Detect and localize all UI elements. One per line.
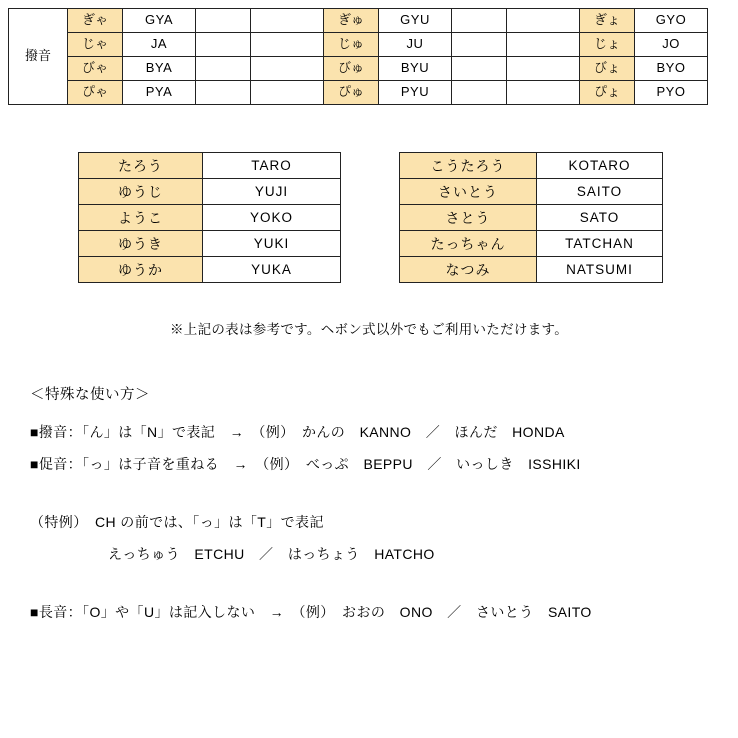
name-left-romaji-cell: YUJI (203, 179, 341, 205)
table-row (79, 179, 341, 205)
romaji-cell: PYA (123, 81, 196, 105)
romaji-cell: PYO (635, 81, 708, 105)
name-left-kana-cell: ゆうき (79, 231, 203, 257)
kana-cell: びょ (580, 57, 635, 81)
kana-cell: ぎゅ (324, 9, 379, 33)
name-left-kana-cell: ゆうか (79, 257, 203, 283)
name-left-kana-cell: たろう (79, 153, 203, 179)
kana-cell: じゅ (324, 33, 379, 57)
name-right-kana-cell: たっちゃん (400, 231, 537, 257)
table-row (79, 153, 341, 179)
name-right-romaji-cell: TATCHAN (537, 231, 663, 257)
youon-table (8, 8, 708, 105)
name-left-kana-cell: ゆうじ (79, 179, 203, 205)
name-right-romaji-cell: NATSUMI (537, 257, 663, 283)
romaji-cell: JO (635, 33, 708, 57)
youon-table-row (9, 9, 708, 33)
romaji-cell: GYU (379, 9, 452, 33)
name-left-romaji-cell: YUKI (203, 231, 341, 257)
youon-row-label: 撥音 (9, 9, 68, 105)
empty-cell (507, 81, 580, 105)
youon-table-row (9, 33, 708, 57)
empty-cell (196, 9, 251, 33)
kana-cell: ぴゃ (68, 81, 123, 105)
name-right-kana-cell: さとう (400, 205, 537, 231)
empty-cell (196, 57, 251, 81)
table-row (400, 257, 663, 283)
kana-cell: びゃ (68, 57, 123, 81)
youon-table-row (9, 57, 708, 81)
name-table-left (78, 152, 341, 283)
romaji-cell: GYA (123, 9, 196, 33)
empty-cell (452, 33, 507, 57)
name-right-romaji-cell: SAITO (537, 179, 663, 205)
name-right-kana-cell: こうたろう (400, 153, 537, 179)
empty-cell (251, 81, 324, 105)
romaji-cell: BYO (635, 57, 708, 81)
name-left-romaji-cell: YUKA (203, 257, 341, 283)
special-usage-section (30, 388, 720, 637)
kana-cell: ぴょ (580, 81, 635, 105)
table-row (400, 179, 663, 205)
name-examples-section (0, 152, 738, 282)
empty-cell (507, 57, 580, 81)
table-row (400, 231, 663, 257)
name-right-romaji-cell: SATO (537, 205, 663, 231)
tokurei-examples-line: えっちゅう ETCHU ／ はっちょう HATCHO (108, 545, 435, 562)
romaji-cell: GYO (635, 9, 708, 33)
empty-cell (507, 9, 580, 33)
sokuon-rule-line: ■促音：「っ」は子音を重ねる → （例） べっぷ BEPPU ／ いっしき ISSHIKI (30, 455, 581, 472)
special-usage-heading: ＜特殊な使い方＞ (30, 387, 150, 403)
empty-cell (507, 33, 580, 57)
kana-cell: じょ (580, 33, 635, 57)
choon-rule-line: ■長音：「O」や「U」は記入しない → （例） おおの ONO ／ さいとう SAITO (30, 603, 592, 620)
empty-cell (452, 9, 507, 33)
romaji-cell: BYA (123, 57, 196, 81)
kana-cell: ぴゅ (324, 81, 379, 105)
empty-cell (452, 57, 507, 81)
youon-table-container (8, 8, 730, 105)
romaji-cell: JA (123, 33, 196, 57)
reference-note: ※上記の表は参考です。ヘボン式以外でもご利用いただけます。 (169, 322, 569, 337)
empty-cell (251, 9, 324, 33)
name-right-kana-cell: さいとう (400, 179, 537, 205)
table-row (400, 205, 663, 231)
name-right-romaji-cell: KOTARO (537, 153, 663, 179)
table-row (79, 231, 341, 257)
empty-cell (196, 81, 251, 105)
table-row (79, 257, 341, 283)
empty-cell (452, 81, 507, 105)
name-left-romaji-cell: YOKO (203, 205, 341, 231)
tokurei-rule-line: （特例） CH の前では、「っ」は「T」で表記 (30, 513, 324, 530)
youon-table-body (9, 9, 708, 105)
name-left-romaji-cell: TARO (203, 153, 341, 179)
romaji-cell: JU (379, 33, 452, 57)
hatsuon-rule-line: ■撥音：「ん」は「N」で表記 → （例） かんの KANNO ／ ほんだ HONDA (30, 423, 565, 440)
table-row (400, 153, 663, 179)
kana-cell: ぎょ (580, 9, 635, 33)
name-right-kana-cell: なつみ (400, 257, 537, 283)
empty-cell (251, 57, 324, 81)
empty-cell (196, 33, 251, 57)
kana-cell: びゅ (324, 57, 379, 81)
romaji-cell: PYU (379, 81, 452, 105)
table-row (79, 205, 341, 231)
name-left-kana-cell: ようこ (79, 205, 203, 231)
name-table-right-body (400, 153, 663, 283)
name-table-right (399, 152, 663, 283)
kana-cell: ぎゃ (68, 9, 123, 33)
youon-table-row (9, 81, 708, 105)
empty-cell (251, 33, 324, 57)
kana-cell: じゃ (68, 33, 123, 57)
name-table-left-body (79, 153, 341, 283)
romaji-cell: BYU (379, 57, 452, 81)
